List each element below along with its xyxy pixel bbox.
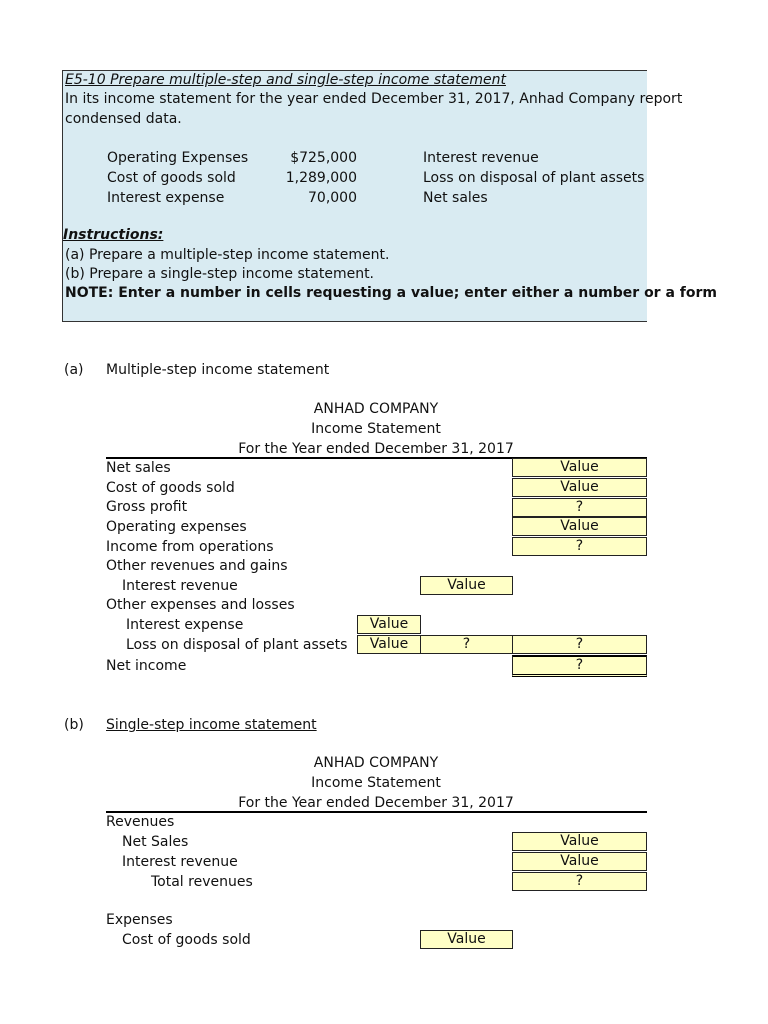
label-interest-expense: Interest expense [126, 617, 244, 633]
task-title: E5-10 Prepare multiple-step and single-step income statement [65, 72, 506, 88]
interest-expense-input[interactable]: Value [357, 615, 421, 634]
task-intro-line-1: In its income statement for the year ended December 31, 2017, Anhad Company report [65, 91, 683, 107]
label-other-expenses: Other expenses and losses [106, 597, 295, 613]
label-other-revenues: Other revenues and gains [106, 558, 288, 574]
income-from-operations-cell[interactable]: ? [512, 537, 647, 556]
label-revenues: Revenues [106, 814, 175, 830]
instructions-heading: Instructions: [63, 227, 164, 243]
label-b-cogs: Cost of goods sold [122, 932, 251, 948]
net-sales-input[interactable]: Value [512, 458, 647, 477]
b-interest-revenue-input[interactable]: Value [512, 852, 647, 871]
part-b-header-rule [106, 811, 647, 813]
label-cogs: Cost of goods sold [106, 480, 235, 496]
operating-expenses-input[interactable]: Value [512, 517, 647, 536]
label-net-income: Net income [106, 658, 187, 674]
net-income-cell[interactable]: ? [512, 655, 647, 677]
task-data-label: Net sales [423, 190, 488, 206]
instruction-b: (b) Prepare a single-step income statement. [65, 266, 375, 282]
part-a-title: Multiple-step income statement [106, 362, 330, 378]
interest-revenue-input[interactable]: Value [420, 576, 513, 595]
part-a-period: For the Year ended December 31, 2017 [238, 441, 514, 457]
loss-disposal-input[interactable]: Value [357, 635, 421, 654]
task-intro-line-2: condensed data. [65, 111, 182, 127]
label-income-from-operations: Income from operations [106, 539, 274, 555]
net-other-cell[interactable]: ? [512, 635, 647, 654]
label-gross-profit: Gross profit [106, 499, 188, 515]
part-b-company-name: ANHAD COMPANY [313, 755, 439, 771]
b-cogs-input[interactable]: Value [420, 930, 513, 949]
label-interest-revenue: Interest revenue [122, 578, 238, 594]
b-net-sales-input[interactable]: Value [512, 832, 647, 851]
cogs-input[interactable]: Value [512, 478, 647, 497]
part-a-letter: (a) [64, 362, 84, 378]
label-b-interest-revenue: Interest revenue [122, 854, 238, 870]
gross-profit-cell[interactable]: ? [512, 498, 647, 517]
problem-statement-box [62, 70, 717, 322]
label-operating-expenses: Operating expenses [106, 519, 247, 535]
task-data-label: Interest revenue [423, 150, 539, 166]
part-a-statement-title: Income Statement [311, 421, 441, 437]
part-a-company-name: ANHAD COMPANY [313, 401, 439, 417]
task-data-label: Interest expense [107, 190, 225, 206]
label-loss-disposal: Loss on disposal of plant assets [126, 637, 348, 653]
part-b-title: Single-step income statement [106, 717, 317, 733]
task-data-label: Cost of goods sold [107, 170, 236, 186]
note-text: NOTE: Enter a number in cells requesting a value; enter either a number or a form [65, 285, 717, 301]
label-b-net-sales: Net Sales [122, 834, 189, 850]
label-total-revenues: Total revenues [151, 874, 253, 890]
label-net-sales: Net sales [106, 460, 171, 476]
total-other-expenses-cell[interactable]: ? [420, 635, 513, 654]
task-data-label: Operating Expenses [107, 150, 249, 166]
task-data-amount: 1,289,000 [285, 170, 357, 186]
task-data-amount: $725,000 [290, 150, 357, 166]
instruction-a: (a) Prepare a multiple-step income statement. [65, 247, 390, 263]
total-revenues-cell[interactable]: ? [512, 872, 647, 891]
task-data-label: Loss on disposal of plant assets [423, 170, 645, 186]
part-b-statement-title: Income Statement [311, 775, 441, 791]
task-data-amount: 70,000 [308, 190, 357, 206]
part-b-period: For the Year ended December 31, 2017 [238, 795, 514, 811]
part-b-letter: (b) [64, 717, 84, 733]
label-expenses: Expenses [106, 912, 173, 928]
